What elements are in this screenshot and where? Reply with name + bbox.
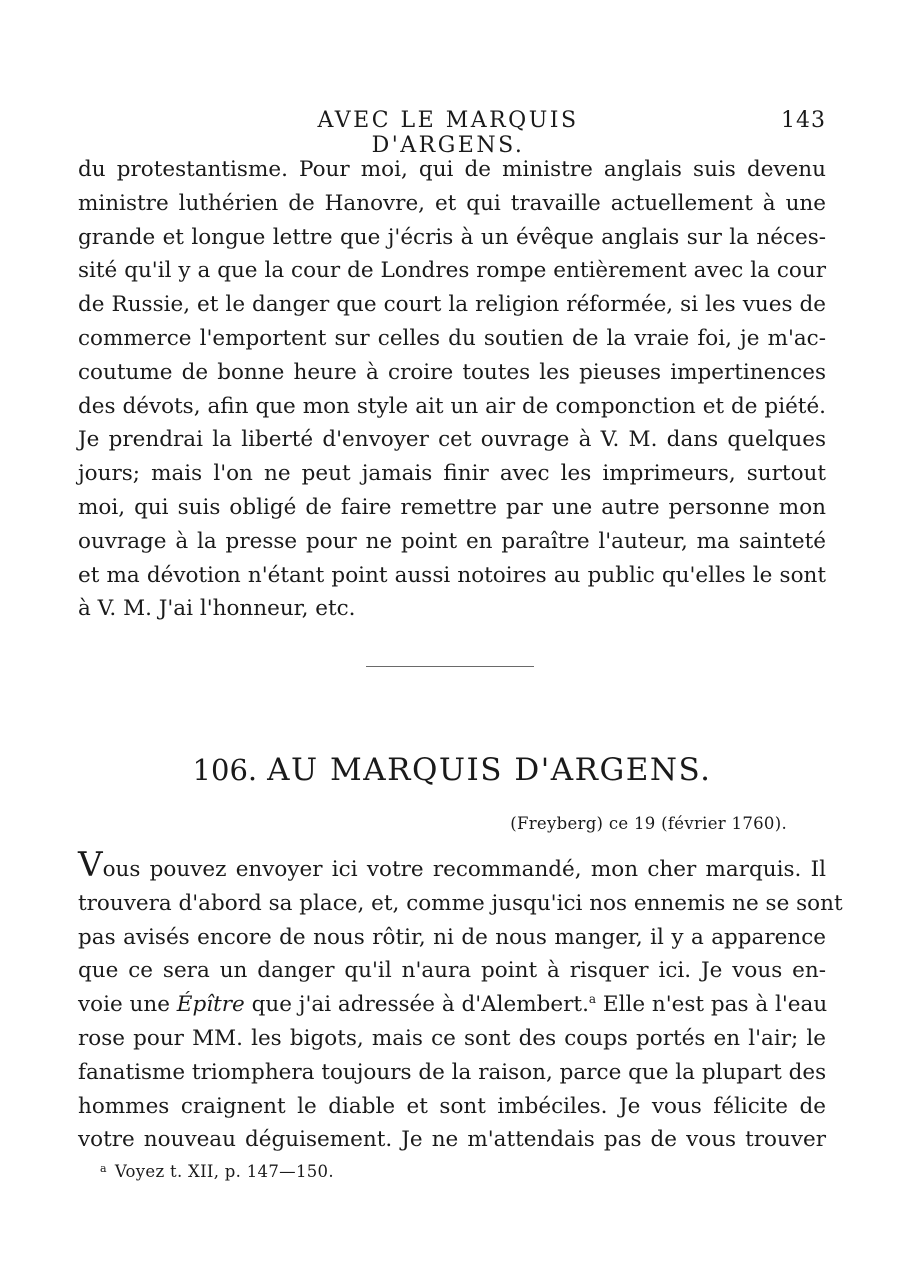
footnote-mark: a [100, 1162, 107, 1175]
footnote [100, 1162, 334, 1181]
footnote-text: Voyez t. XII, p. 147—150. [114, 1162, 334, 1181]
letter-body [78, 845, 843, 1157]
text-line: des dévots, afin que mon style ait un air de componction et de piété. [78, 393, 826, 419]
text-line: votre nouveau déguisement. Je ne m'attendais pas de vous trouver [78, 1127, 826, 1153]
section-divider [366, 666, 534, 667]
line-text: que j'ai adressée à d'Alembert. [251, 992, 589, 1018]
text-line: coutume de bonne heure à croire toutes les pieuses impertinences [78, 359, 826, 385]
paragraph-continued [78, 153, 826, 626]
letter-title: AU MARQUIS D'ARGENS. [267, 752, 712, 788]
letter-number: 106. [192, 753, 258, 787]
text-line: à V. M. J'ai l'honneur, etc. [78, 596, 356, 622]
line-text: ous pouvez envoyer ici votre recommandé, mon cher marquis. Il [102, 857, 826, 882]
text-line: fanatisme triomphera toujours de la raison, parce que la plupart des [78, 1059, 827, 1085]
text-line: que ce sera un danger qu'il n'aura point à risquer ici. Je vous en- [78, 958, 826, 984]
text-line: et ma dévotion n'étant point aussi notoires au public qu'elles le sont [78, 562, 826, 588]
text-line: du protestantisme. Pour moi, qui de ministre anglais suis devenu [78, 157, 826, 182]
text-line: trouvera d'abord sa place, et, comme jusqu'ici nos ennemis ne se sont [78, 890, 843, 916]
footnote-reference[interactable]: a [588, 992, 597, 1007]
page-number: 143 [781, 108, 826, 133]
text-line: commerce l'emportent sur celles du soutien de la vraie foi, je m'ac- [78, 325, 826, 351]
running-title: AVEC LE MARQUIS D'ARGENS. [317, 108, 579, 158]
text-line: pas avisés encore de nous rôtir, ni de nous manger, il y a apparence [78, 924, 826, 950]
text-line: jours; mais l'on ne peut jamais finir avec les imprimeurs, surtout [78, 461, 826, 487]
text-line: de Russie, et le danger que court la religion réformée, si les vues de [78, 292, 826, 318]
text-line: grande et longue lettre que j'écris à un évêque anglais sur la néces- [78, 224, 826, 250]
letter-heading [78, 752, 826, 788]
text-line: rose pour MM. les bigots, mais ce sont des coups portés en l'air; le [78, 1025, 826, 1051]
text-line: ministre luthérien de Hanovre, et qui travaille actuellement à une [78, 190, 826, 216]
text-line: sité qu'il y a que la cour de Londres rompe entièrement avec la cour [78, 258, 826, 284]
running-header [78, 108, 826, 158]
text-line: moi, qui suis obligé de faire remettre par une autre personne mon [78, 494, 826, 520]
line-text: voie une [78, 992, 170, 1018]
text-line [78, 988, 826, 1022]
line-text: Elle n'est pas à l'eau [602, 992, 828, 1018]
italic-title: Épître [176, 992, 245, 1018]
text-line [78, 845, 826, 887]
letter-dateline: (Freyberg) ce 19 (février 1760). [510, 814, 787, 833]
text-line: ouvrage à la presse pour ne point en paraître l'auteur, ma sainteté [78, 528, 826, 554]
drop-cap: V [78, 845, 103, 885]
text-line: Je prendrai la liberté d'envoyer cet ouvrage à V. M. dans quelques [78, 427, 826, 453]
text-line: hommes craignent le diable et sont imbéciles. Je vous félicite de [78, 1093, 826, 1119]
